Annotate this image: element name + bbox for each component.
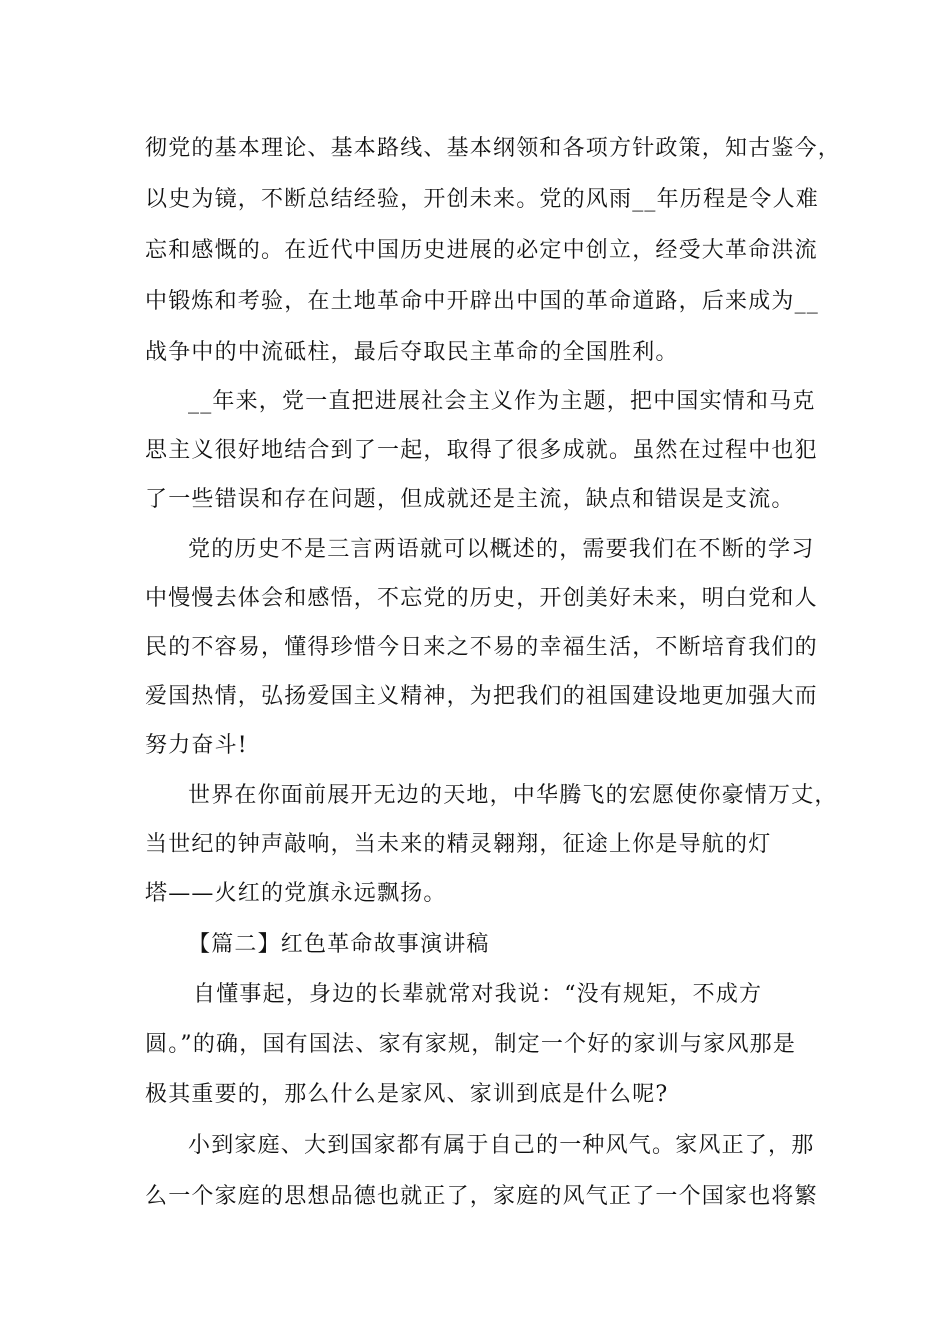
paragraph-line: 么一个家庭的思想品德也就正了，家庭的风气正了一个国家也将繁 [145,1184,818,1209]
paragraph-line: 中锻炼和考验，在土地革命中开辟出中国的革命道路，后来成为__ [145,289,820,314]
paragraph-line: 爱国热情，弘扬爱国主义精神，为把我们的祖国建设地更加强大而 [145,684,818,709]
section-heading: 【篇二】红色革命故事演讲稿 [188,932,490,957]
paragraph-line: 小到家庭、大到国家都有属于自己的一种风气。家风正了，那 [188,1133,815,1158]
paragraph-line: 彻党的基本理论、基本路线、基本纲领和各项方针政策，知古鉴今， [145,136,842,161]
paragraph-line: 努力奋斗! [145,733,248,758]
paragraph-line: 圆。”的确，国有国法、家有家规，制定一个好的家训与家风那是 [145,1032,797,1057]
paragraph-line: 民的不容易，懂得珍惜今日来之不易的幸福生活，不断培育我们的 [145,635,818,660]
paragraph-line: 战争中的中流砥柱，最后夺取民主革命的全国胜利。 [145,340,679,365]
paragraph-line: 以史为镜，不断总结经验，开创未来。党的风雨__年历程是令人难 [145,187,820,212]
paragraph-line: __年来，党一直把进展社会主义作为主题，把中国实情和马克 [188,389,816,414]
paragraph-line: 塔——火红的党旗永远飘扬。 [145,881,447,906]
paragraph-line: 极其重要的，那么什么是家风、家训到底是什么呢? [145,1082,669,1107]
paragraph-line: 了一些错误和存在问题，但成就还是主流，缺点和错误是支流。 [145,487,795,512]
paragraph-line: 思主义很好地结合到了一起，取得了很多成就。虽然在过程中也犯 [145,438,818,463]
paragraph-line: 自懂事起，身边的长辈就常对我说：“没有规矩，不成方 [193,982,763,1007]
paragraph-line: 当世纪的钟声敲响，当未来的精灵翱翔，征途上你是导航的灯 [145,832,772,857]
paragraph-line: 忘和感慨的。在近代中国历史进展的必定中创立，经受大革命洪流 [145,238,818,263]
paragraph-line: 世界在你面前展开无边的天地，中华腾飞的宏愿使你豪情万丈， [188,783,838,808]
paragraph-line: 党的历史不是三言两语就可以概述的，需要我们在不断的学习 [188,537,815,562]
paragraph-line: 中慢慢去体会和感悟，不忘党的历史，开创美好未来，明白党和人 [145,586,818,611]
